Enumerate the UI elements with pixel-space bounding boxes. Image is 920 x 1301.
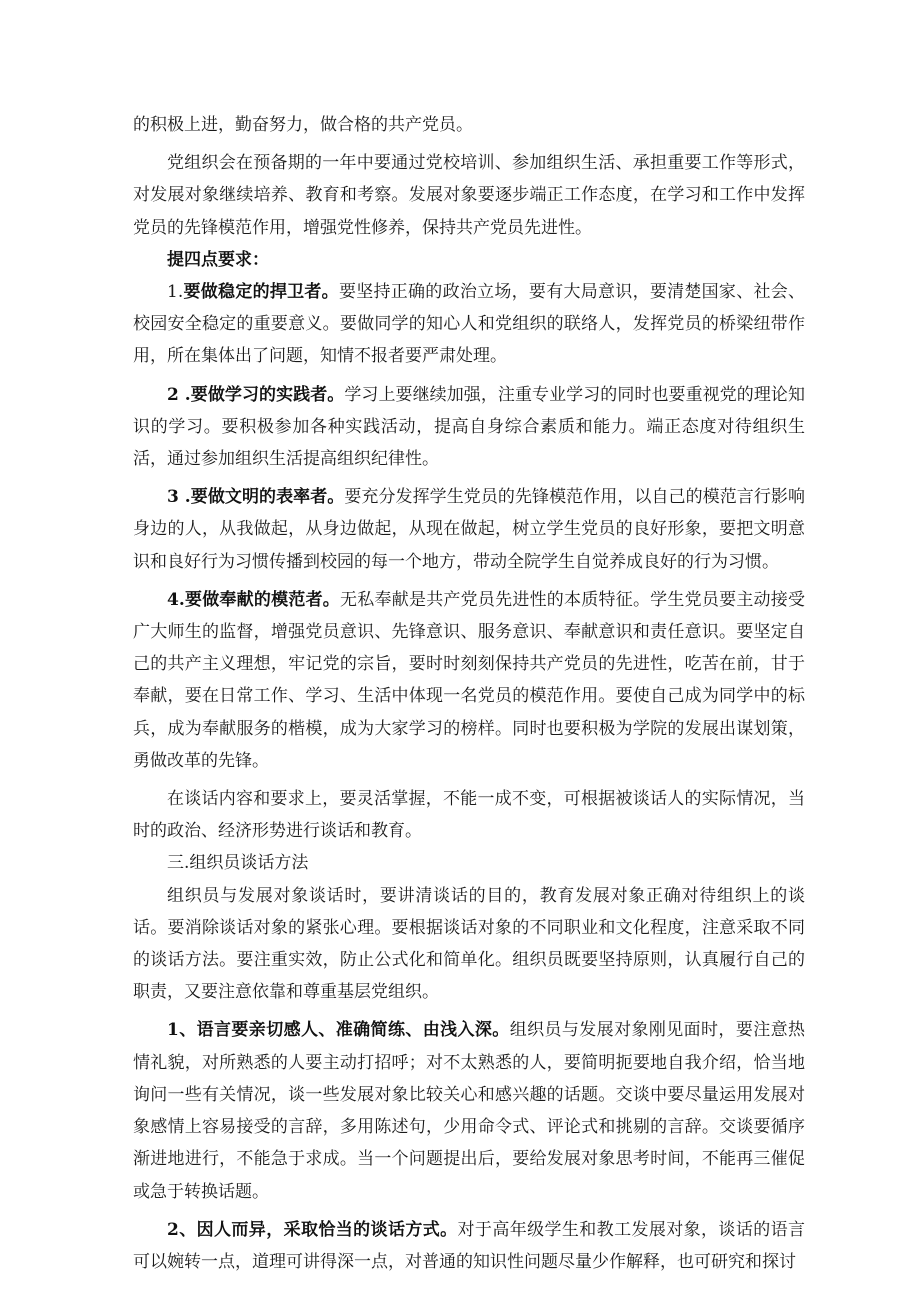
- paragraph-continuation: 的积极上进，勤奋努力，做合格的共产党员。: [133, 115, 473, 135]
- requirement-1-title: 要做稳定的捍卫者。: [183, 282, 339, 303]
- paragraph-probation-training: 党组织会在预备期的一年中要通过党校培训、参加组织生活、承担重要工作等形式，对发展对象继续培养、教育和考察。发展对象要逐步端正工作态度，在学习和工作中发挥党员的先锋模范作用，增强党性修养，保持共产党员先进性。: [133, 153, 805, 238]
- requirement-2: [133, 379, 805, 476]
- method-2: [133, 1214, 805, 1278]
- requirement-2-title: 2 .要做学习的实践者。: [167, 384, 345, 405]
- requirement-4-body: 无私奉献是共产党员先进性的本质特征。学生党员要主动接受广大师生的监督，增强党员意识、先锋意识、服务意识、奉献意识和责任意识。要坚定自己的共产主义理想，牢记党的宗旨，要时时刻刻保持共产党员的先进性，吃苦在前，甘于奉献，要在日常工作、学习、生活中体现一名党员的模范作用。要使自己成为同学中的标兵，成为奉献服务的楷模，成为大家学习的榜样。同时也要积极为学院的发展出谋划策，勇做改革的先锋。: [133, 589, 806, 771]
- paragraph-talk-methods: 组织员与发展对象谈话时，要讲清谈话的目的，教育发展对象正确对待组织上的谈话。要消除谈话对象的紧张心理。要根据谈话对象的不同职业和文化程度，注意采取不同的谈话方法。要注重实效，防止公式化和简单化。组织员既要坚持原则，认真履行自己的职责，又要注意依靠和尊重基层党组织。: [133, 885, 805, 1003]
- requirement-1-body: 要坚持正确的政治立场，要有大局意识，要清楚国家、社会、校园安全稳定的重要意义。要做同学的知心人和党组织的联络人，发挥党员的桥梁纽带作用，所在集体出了问题，知情不报者要严肃处理。: [133, 282, 806, 367]
- heading-four-requirements: 提四点要求：: [167, 249, 269, 270]
- method-1-body: 组织员与发展对象刚见面时，要注意热情礼貌，对所熟悉的人要主动打招呼；对不太熟悉的人，要简明扼要地自我介绍，恰当地询问一些有关情况，谈一些发展对象比较关心和感兴趣的话题。交谈中要尽量运用发展对象感情上容易接受的言辞，多用陈述句，少用命令式、评论式和挑剔的言辞。交谈要循序渐进地进行，不能急于求成。当一个问题提出后，要给发展对象思考时间，不能再三催促或急于转换话题。: [133, 1020, 806, 1202]
- requirement-3-title: 3 .要做文明的表率者。: [167, 487, 345, 508]
- method-2-title: 2、因人而异，采取恰当的谈话方式。: [167, 1219, 458, 1240]
- requirement-3-body: 要充分发挥学生党员的先锋模范作用，以自己的模范言行影响身边的人，从我做起，从身边做起，从现在做起，树立学生党员的良好形象，要把文明意识和良好行为习惯传播到校园的每一个地方，带动全院学生自觉养成良好的行为习惯。: [133, 487, 805, 572]
- requirement-2-body: 学习上要继续加强，注重专业学习的同时也要重视党的理论知识的学习。要积极参加各种实践活动，提高自身综合素质和能力。端正态度对待组织生活，通过参加组织生活提高组织纪律性。: [133, 384, 805, 470]
- requirement-3: [133, 481, 805, 578]
- method-2-body: 对于高年级学生和教工发展对象，谈话的语言可以婉转一点，道理可讲得深一点，对普通的知识性问题尽量少作解释，也可研究和探讨: [133, 1219, 806, 1272]
- method-1: [133, 1014, 805, 1207]
- requirement-1: [133, 276, 805, 373]
- heading-talk-methods: 三.组织员谈话方法: [167, 853, 309, 874]
- method-1-title: 1、语言要亲切感人、准确简练、由浅入深。: [167, 1020, 510, 1041]
- requirement-4-title: 4.要做奉献的模范者。: [167, 589, 341, 610]
- document-body: [133, 109, 805, 1278]
- requirement-1-number: 1.: [167, 282, 184, 303]
- requirement-4: [133, 584, 805, 777]
- paragraph-flexible-approach: 在谈话内容和要求上，要灵活掌握，不能一成不变，可根据被谈话人的实际情况，当时的政治、经济形势进行谈话和教育。: [133, 789, 805, 842]
